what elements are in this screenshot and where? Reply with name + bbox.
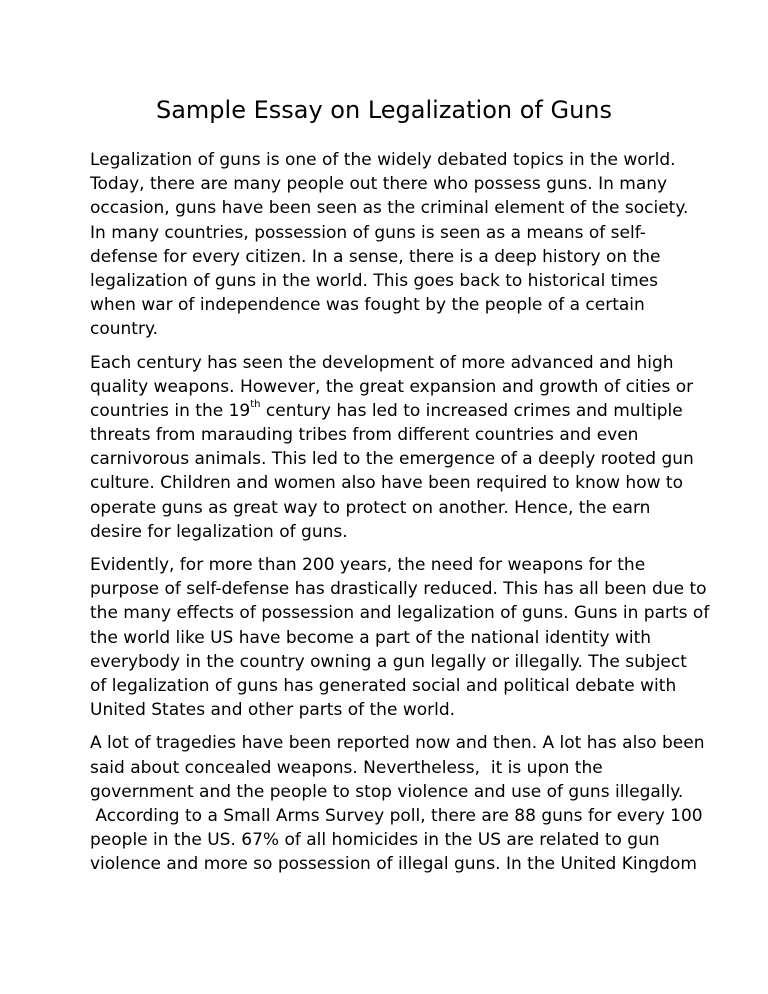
text-line: purpose of self-defense has drastically reduced. This has all been due to bbox=[90, 579, 707, 600]
text-segment: countries in the 19 bbox=[90, 400, 251, 421]
text-line: In many countries, possession of guns is seen as a means of self- bbox=[90, 222, 646, 243]
text-segment: century has led to increased crimes and multiple bbox=[260, 400, 683, 421]
text-line: everybody in the country owning a gun legally or illegally. The subject bbox=[90, 651, 687, 672]
text-line: said about concealed weapons. Nevertheless, it is upon the bbox=[90, 757, 603, 778]
text-line: violence and more so possession of illegal guns. In the United Kingdom bbox=[90, 854, 697, 875]
text-line: carnivorous animals. This led to the emergence of a deeply rooted gun bbox=[90, 449, 694, 470]
text-line: of legalization of guns has generated social and political debate with bbox=[90, 675, 677, 696]
document-title: Sample Essay on Legalization of Guns bbox=[155, 96, 613, 124]
text-line: defense for every citizen. In a sense, there is a deep history on the bbox=[90, 246, 661, 267]
text-line-with-superscript bbox=[90, 399, 690, 423]
document-body bbox=[90, 148, 710, 885]
paragraph-2 bbox=[90, 351, 694, 545]
text-line: the world like US have become a part of the national identity with bbox=[90, 627, 652, 648]
text-line: operate guns as great way to protect on another. Hence, the earn bbox=[90, 497, 651, 518]
text-line: A lot of tragedies have been reported now and then. A lot has also been bbox=[90, 733, 705, 754]
text-line: Today, there are many people out there who possess guns. In many bbox=[90, 174, 668, 195]
text-line: desire for legalization of guns. bbox=[90, 521, 348, 542]
text-line: threats from marauding tribes from different countries and even bbox=[90, 425, 639, 446]
text-line: government and the people to stop violence and use of guns illegally. bbox=[90, 781, 684, 802]
text-line: country. bbox=[90, 319, 158, 340]
text-line: occasion, guns have been seen as the criminal element of the society. bbox=[90, 198, 689, 219]
text-line: legalization of guns in the world. This goes back to historical times bbox=[90, 270, 658, 291]
text-line: when war of independence was fought by the people of a certain bbox=[90, 295, 645, 316]
paragraph-1 bbox=[90, 148, 690, 342]
text-line: the many effects of possession and legalization of guns. Guns in parts of bbox=[90, 603, 710, 624]
text-line: culture. Children and women also have been required to know how to bbox=[90, 473, 683, 494]
text-line: Legalization of guns is one of the widely debated topics in the world. bbox=[90, 150, 676, 170]
text-line: Evidently, for more than 200 years, the need for weapons for the bbox=[90, 555, 646, 575]
paragraph-4 bbox=[90, 731, 705, 876]
text-line: people in the US. 67% of all homicides in the US are related to gun bbox=[90, 830, 660, 851]
text-line: quality weapons. However, the great expansion and growth of cities or bbox=[90, 376, 694, 397]
paragraph-3 bbox=[90, 553, 710, 722]
text-line: United States and other parts of the world. bbox=[90, 700, 456, 721]
text-line: Each century has seen the development of more advanced and high bbox=[90, 352, 674, 373]
superscript: th bbox=[250, 399, 261, 411]
text-line: According to a Small Arms Survey poll, there are 88 guns for every 100 bbox=[90, 805, 703, 826]
